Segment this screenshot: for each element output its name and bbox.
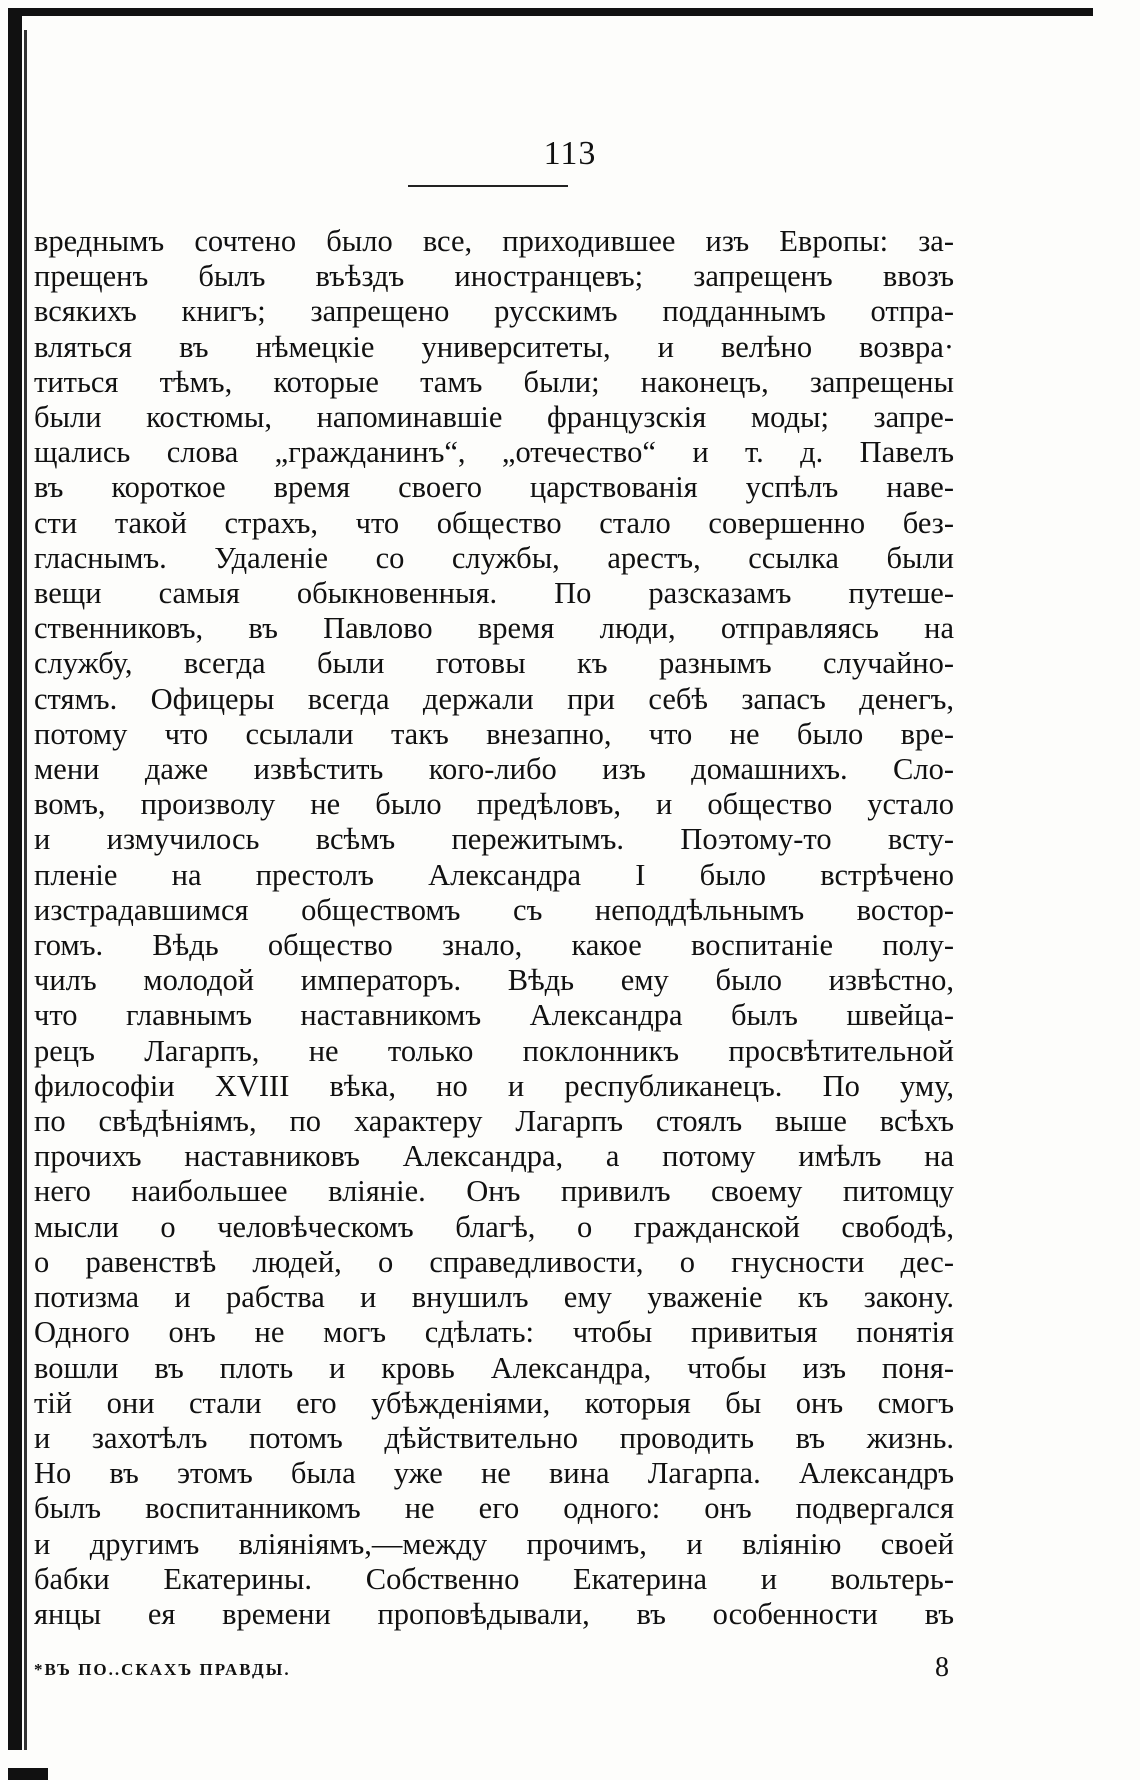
text-line: него наибольшее вліяніе. Онъ привилъ своему питомцу xyxy=(34,1174,954,1209)
text-line: вошли въ плоть и кровь Александра, чтобы изъ поня- xyxy=(34,1350,954,1385)
text-line: Но въ этомъ была уже не вина Лагарпа. Александръ xyxy=(34,1456,954,1491)
text-line: потому что ссылали такъ внезапно, что не было вре- xyxy=(34,716,954,751)
text-line: по свѣдѣніямъ, по характеру Лагарпъ стоялъ выше всѣхъ xyxy=(34,1104,954,1139)
text-line: рецъ Лагарпъ, не только поклонникъ просвѣтительной xyxy=(34,1033,954,1068)
page-number-rule xyxy=(408,185,568,187)
text-line: изстрадавшимся обществомъ съ неподдѣльнымъ востор- xyxy=(34,892,954,927)
text-line: Одного онъ не могъ сдѣлать: чтобы привитыя понятія xyxy=(34,1315,954,1350)
text-line: въ короткое время своего царствованія успѣлъ наве- xyxy=(34,470,954,505)
text-line: прочихъ наставниковъ Александра, а потому имѣлъ на xyxy=(34,1139,954,1174)
text-line: ственниковъ, въ Павлово время люди, отправляясь на xyxy=(34,611,954,646)
text-line: бабки Екатерины. Собственно Екатерина и вольтерь- xyxy=(34,1561,954,1596)
text-line: тій они стали его убѣжденіями, которыя бы онъ смогъ xyxy=(34,1385,954,1420)
text-line: титься тѣмъ, которые тамъ были; наконецъ, запрещены xyxy=(34,364,954,399)
text-line: чилъ молодой императоръ. Вѣдь ему было извѣстно, xyxy=(34,963,954,998)
text-line: пленіе на престолъ Александра I было встрѣчено xyxy=(34,857,954,892)
bottom-corner-mark xyxy=(8,1768,48,1780)
text-line: мысли о человѣческомъ благѣ, о гражданской свободѣ, xyxy=(34,1209,954,1244)
text-line: о равенствѣ людей, о справедливости, о гнусности дес- xyxy=(34,1244,954,1279)
text-line: гомъ. Вѣдь общество знало, какое воспитаніе полу- xyxy=(34,928,954,963)
text-line: янцы ея времени проповѣдывали, въ особенности въ xyxy=(34,1596,954,1631)
text-line: что главнымъ наставникомъ Александра былъ швейца- xyxy=(34,998,954,1033)
text-line: и другимъ вліяніямъ,—между прочимъ, и вліянію своей xyxy=(34,1526,954,1561)
text-line: мени даже извѣстить кого-либо изъ домашнихъ. Сло- xyxy=(34,752,954,787)
text-line: потизма и рабства и внушилъ ему уваженіе къ закону. xyxy=(34,1280,954,1315)
text-line: и измучилось всѣмъ пережитымъ. Поэтому-то всту- xyxy=(34,822,954,857)
text-line: прещенъ былъ въѣздъ иностранцевъ; запрещенъ ввозъ xyxy=(34,259,954,294)
text-line: вляться въ нѣмецкіе университеты, и велѣно возвра· xyxy=(34,329,954,364)
text-line: стямъ. Офицеры всегда держали при себѣ запасъ денегъ, xyxy=(34,681,954,716)
left-inner-rule xyxy=(24,30,27,1750)
text-line: всякихъ книгъ; запрещено русскимъ подданнымъ отпра- xyxy=(34,294,954,329)
page-number: 113 xyxy=(543,135,597,172)
text-line: вреднымъ сочтено было все, приходившее изъ Европы: за- xyxy=(34,224,954,258)
footer-sheet-number: 8 xyxy=(935,1652,949,1683)
top-border-rule xyxy=(8,8,1093,16)
text-line: сти такой страхъ, что общество стало совершенно без- xyxy=(34,505,954,540)
text-line: службу, всегда были готовы къ разнымъ случайно- xyxy=(34,646,954,681)
text-line: вещи самыя обыкновенныя. По разсказамъ путеше- xyxy=(34,576,954,611)
footer-signature: *ВЪ ПО..СКАХЪ ПРАВДЫ. xyxy=(34,1660,291,1679)
left-border-rule xyxy=(8,8,22,1750)
text-line: философіи XVIII вѣка, но и республиканецъ. По уму, xyxy=(34,1068,954,1103)
body-text xyxy=(34,224,954,1632)
text-line: щались слова „гражданинъ“, „отечество“ и т. д. Павелъ xyxy=(34,435,954,470)
text-line: гласнымъ. Удаленіе со службы, арестъ, ссылка были xyxy=(34,540,954,575)
text-line: и захотѣлъ потомъ дѣйствительно проводить въ жизнь. xyxy=(34,1420,954,1455)
text-line: были костюмы, напоминавшіе французскія моды; запре- xyxy=(34,400,954,435)
text-line: былъ воспитанникомъ не его одного: онъ подвергался xyxy=(34,1491,954,1526)
text-line: вомъ, произволу не было предѣловъ, и общество устало xyxy=(34,787,954,822)
